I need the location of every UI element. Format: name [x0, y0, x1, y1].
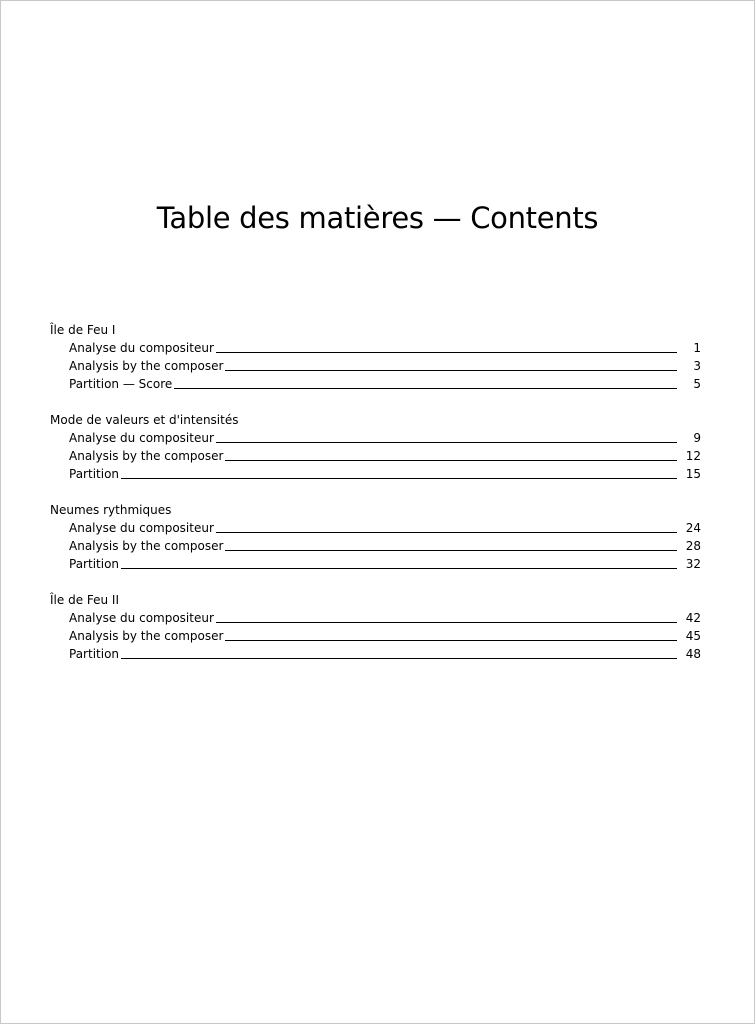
toc-section-heading: Neumes rythmiques	[50, 503, 172, 517]
toc-entry[interactable]	[50, 357, 701, 375]
toc-entry-label: Partition	[69, 557, 120, 571]
toc-leader-line	[216, 531, 677, 533]
toc-leader-line	[121, 567, 677, 569]
toc-entry[interactable]	[50, 465, 701, 483]
toc-entry-page: 1	[693, 341, 701, 355]
toc-section	[50, 321, 701, 393]
toc-entry[interactable]	[50, 375, 701, 393]
toc-entry[interactable]	[50, 627, 701, 645]
toc-leader-line	[225, 639, 677, 641]
toc-entry-label: Analyse du compositeur	[69, 611, 214, 625]
toc-entry-label: Partition	[69, 467, 120, 481]
toc-entry-page: 42	[685, 611, 701, 625]
toc-entry-label: Partition	[69, 647, 120, 661]
toc-section	[50, 501, 701, 573]
toc-entry-page: 3	[693, 359, 701, 373]
toc-leader-line	[121, 477, 677, 479]
toc-entry-label: Analysis by the composer	[69, 539, 224, 553]
toc-entry[interactable]	[50, 339, 701, 357]
toc-entry[interactable]	[50, 609, 701, 627]
toc-entry[interactable]	[50, 555, 701, 573]
toc-leader-line	[216, 441, 677, 443]
toc-leader-line	[225, 369, 677, 371]
toc-section-heading: Île de Feu II	[50, 593, 120, 607]
toc-entry-label: Analyse du compositeur	[69, 431, 214, 445]
toc-entry-page: 45	[685, 629, 701, 643]
toc-leader-line	[121, 657, 677, 659]
toc-entry-page: 15	[685, 467, 701, 481]
toc-entry-page: 5	[693, 377, 701, 391]
toc-section	[50, 411, 701, 483]
toc-entry-label: Analysis by the composer	[69, 629, 224, 643]
toc-entry-page: 28	[685, 539, 701, 553]
toc-entry-page: 12	[685, 449, 701, 463]
toc-entry-page: 24	[685, 521, 701, 535]
toc-entry-label: Analyse du compositeur	[69, 521, 214, 535]
toc-section-heading: Île de Feu I	[50, 323, 116, 337]
toc-leader-line	[225, 549, 677, 551]
toc-entry-label: Analysis by the composer	[69, 359, 224, 373]
toc-entry-label: Analyse du compositeur	[69, 341, 214, 355]
toc-entry[interactable]	[50, 429, 701, 447]
toc-entry[interactable]	[50, 645, 701, 663]
toc-leader-line	[225, 459, 677, 461]
toc-entry-page: 48	[685, 647, 701, 661]
page-title: Table des matières — Contents	[156, 201, 599, 235]
toc-leader-line	[216, 621, 677, 623]
toc-entry[interactable]	[50, 537, 701, 555]
toc-section-heading: Mode de valeurs et d'intensités	[50, 413, 239, 427]
toc-entry[interactable]	[50, 447, 701, 465]
table-of-contents	[50, 321, 701, 681]
toc-entry-label: Partition — Score	[69, 377, 173, 391]
toc-entry-page: 32	[685, 557, 701, 571]
toc-entry-label: Analysis by the composer	[69, 449, 224, 463]
toc-section	[50, 591, 701, 663]
toc-entry-page: 9	[693, 431, 701, 445]
toc-leader-line	[174, 387, 677, 389]
toc-entry[interactable]	[50, 519, 701, 537]
toc-leader-line	[216, 351, 677, 353]
